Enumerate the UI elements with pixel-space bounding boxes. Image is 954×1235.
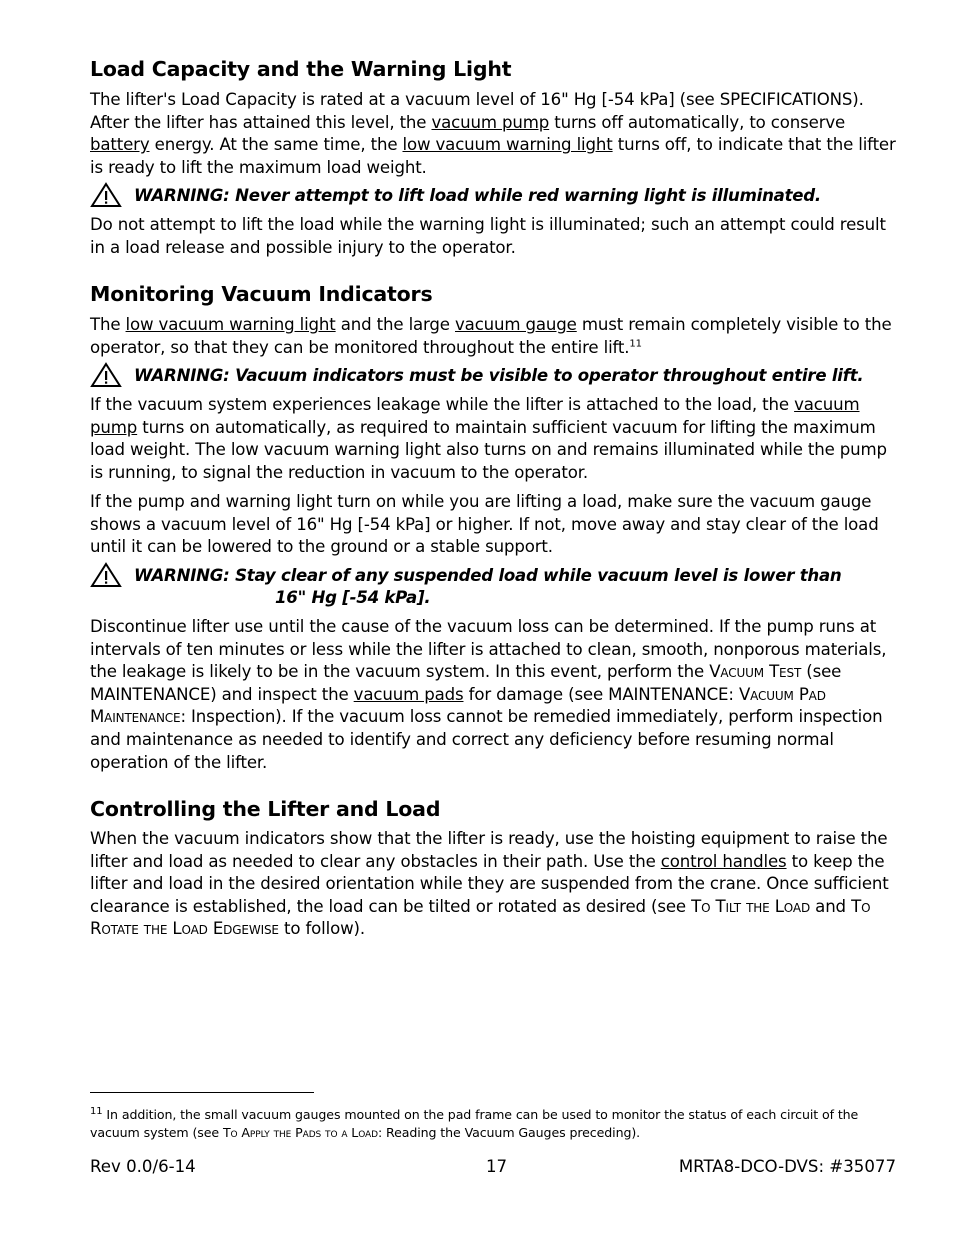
- text: turns on automatically, as required to maintain sufficient vacuum for lifting the maximum load weight. The low vacuum warning light also turns on and remains illuminated while the pump is running, to signal the reduction in vacuum to the operator.: [90, 417, 887, 482]
- footnote-separator: [90, 1092, 314, 1093]
- text: (see MAINTENANCE) and inspect the: [90, 662, 842, 704]
- link-low-vacuum-warning-light: low vacuum warning light: [125, 315, 336, 334]
- section-heading-controlling: Controlling the Lifter and Load: [90, 797, 441, 821]
- section-heading-monitoring: Monitoring Vacuum Indicators: [90, 282, 433, 306]
- footnote-ref: 11: [629, 338, 642, 350]
- footer-document-id: MRTA8-DCO-DVS: #35077: [678, 1157, 896, 1176]
- ref-vacuum-test: Vacuum Test: [709, 662, 802, 682]
- ref-to-tilt-the-load: To Tilt the Load: [691, 896, 811, 916]
- text: Discontinue lifter use until the cause of the vacuum loss can be determined. If the pump runs at intervals of ten minutes or less while the lifter is attached to clean, smooth, nonporous materials, the leakage is likely to be in the vacuum system. In this event, perform the: [90, 617, 887, 682]
- text: to keep the lifter and load in the desired orientation while they are suspended from the crane. Once sufficient clearance is established, the load can be tilted or rotated as desired (see: [90, 851, 889, 916]
- warning-text: WARNING: Vacuum indicators must be visible to operator throughout entire lift.: [134, 366, 864, 385]
- text: When the vacuum indicators show that the lifter is ready, use the hoisting equipment to raise the lifter and load as needed to clear any obstacles in their path. Use the: [90, 829, 888, 871]
- warning-text: WARNING: Never attempt to lift load while red warning light is illuminated.: [134, 186, 821, 205]
- text: : Reading the Vacuum Gauges preceding).: [377, 1125, 641, 1140]
- text: must remain completely visible to the operator, so that they can be monitored throughout the entire lift.: [90, 315, 892, 357]
- link-control-handles: control handles: [660, 851, 787, 871]
- text: In addition, the small vacuum gauges mounted on the pad frame can be used to monitor the status of each circuit of the vacuum system (see: [90, 1107, 859, 1140]
- paragraph-warning-light-illuminated: Do not attempt to lift the load while the warning light is illuminated; such an attempt could result in a load release and possible injury to the operator.: [90, 215, 886, 257]
- text: for damage (see MAINTENANCE:: [463, 684, 739, 704]
- text: The lifter's Load Capacity is rated at a vacuum level of 16" Hg [-54 kPa] (see SPECIFICATIONS). After the lifter has attained this level, the: [90, 90, 864, 132]
- text: : Inspection). If the vacuum loss cannot be remedied immediately, perform inspection and maintenance as needed to identify and correct any deficiency before resuming normal operation of the lifter.: [90, 707, 883, 772]
- link-low-vacuum-warning-light: low vacuum warning light: [402, 135, 613, 155]
- text: energy. At the same time, the: [149, 135, 403, 155]
- text: The: [90, 315, 126, 334]
- paragraph-controlling: [90, 828, 902, 941]
- warning-text-line2: 16" Hg [-54 kPa].: [275, 588, 431, 607]
- paragraph-discontinue-use: [90, 616, 902, 774]
- link-vacuum-pads: vacuum pads: [353, 684, 464, 704]
- warning-triangle-icon: [90, 362, 122, 388]
- link-vacuum-gauge: vacuum gauge: [455, 315, 577, 334]
- link-vacuum-pump: vacuum pump: [431, 112, 550, 132]
- text: turns off, to indicate that the lifter is ready to lift the maximum load weight.: [90, 135, 896, 177]
- footer-revision: Rev 0.0/6-14: [90, 1157, 196, 1176]
- paragraph-monitoring-visible: [90, 314, 902, 359]
- ref-to-rotate-the-load-edgewise: To Rotate the Load Edgewise: [90, 896, 871, 939]
- text: and the large: [335, 315, 455, 334]
- text: If the vacuum system experiences leakage while the lifter is attached to the load, the: [90, 395, 795, 414]
- paragraph-leakage: [90, 394, 902, 484]
- text: to follow).: [278, 919, 365, 939]
- text: turns off automatically, to conserve: [549, 112, 846, 132]
- text: and: [810, 896, 852, 916]
- ref-to-apply-the-pads: To Apply the Pads to a Load: [222, 1125, 378, 1140]
- warning-triangle-icon: [90, 182, 122, 208]
- warning-text: WARNING: Stay clear of any suspended load while vacuum level is lower than: [134, 566, 842, 585]
- link-vacuum-pump: vacuum pump: [90, 395, 860, 437]
- warning-triangle-icon: [90, 562, 122, 588]
- footnote-11: [90, 1106, 890, 1142]
- ref-vacuum-pad-maintenance: Vacuum Pad Maintenance: [90, 684, 826, 727]
- footnote-number: 11: [90, 1105, 103, 1117]
- paragraph-pump-on-while-lifting: If the pump and warning light turn on while you are lifting a load, make sure the vacuum gauge shows a vacuum level of 16" Hg [-54 kPa] or higher. If not, move away and stay clear of the load until it can be lowered to the ground or a stable support.: [90, 492, 879, 557]
- footer-page-number: 17: [486, 1157, 508, 1176]
- paragraph-load-capacity: [90, 89, 902, 179]
- link-battery: battery: [90, 135, 150, 155]
- section-heading-load-capacity: Load Capacity and the Warning Light: [90, 57, 512, 81]
